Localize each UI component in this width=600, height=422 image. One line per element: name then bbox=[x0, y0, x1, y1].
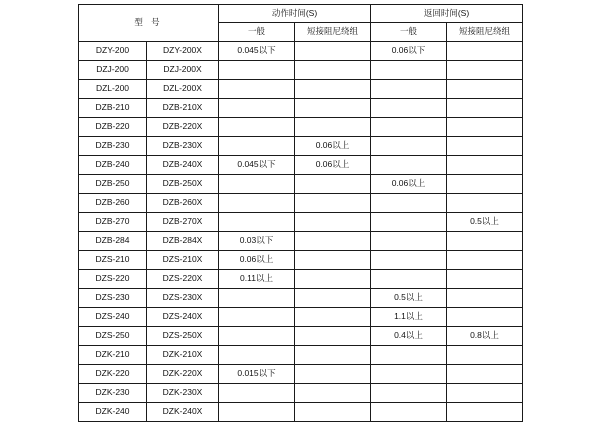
cell-model-b: DZS-220X bbox=[147, 270, 219, 289]
cell-action-normal bbox=[219, 175, 295, 194]
table-row bbox=[79, 175, 523, 194]
cell-model-a: DZS-250 bbox=[79, 327, 147, 346]
cell-return-damped bbox=[447, 156, 523, 175]
cell-return-normal bbox=[371, 403, 447, 422]
cell-action-damped bbox=[295, 289, 371, 308]
cell-return-damped bbox=[447, 384, 523, 403]
cell-model-b: DZB-210X bbox=[147, 99, 219, 118]
cell-action-damped bbox=[295, 232, 371, 251]
cell-return-normal: 0.06以下 bbox=[371, 42, 447, 61]
cell-return-damped: 0.5以上 bbox=[447, 213, 523, 232]
table-row bbox=[79, 194, 523, 213]
table-head bbox=[79, 5, 523, 42]
cell-return-damped bbox=[447, 232, 523, 251]
header-model: 型 号 bbox=[79, 5, 219, 42]
table-row bbox=[79, 156, 523, 175]
cell-action-damped bbox=[295, 61, 371, 80]
cell-return-normal bbox=[371, 384, 447, 403]
cell-action-normal bbox=[219, 80, 295, 99]
cell-action-damped bbox=[295, 118, 371, 137]
cell-action-damped bbox=[295, 175, 371, 194]
cell-action-normal bbox=[219, 289, 295, 308]
cell-action-normal bbox=[219, 118, 295, 137]
cell-model-b: DZK-210X bbox=[147, 346, 219, 365]
table-row bbox=[79, 137, 523, 156]
table-row bbox=[79, 289, 523, 308]
header-return-damped: 短接阻尼绕组 bbox=[447, 23, 523, 42]
cell-model-a: DZB-220 bbox=[79, 118, 147, 137]
cell-model-b: DZK-230X bbox=[147, 384, 219, 403]
cell-action-damped bbox=[295, 346, 371, 365]
cell-model-a: DZB-270 bbox=[79, 213, 147, 232]
table-row bbox=[79, 251, 523, 270]
cell-return-normal bbox=[371, 118, 447, 137]
cell-action-normal bbox=[219, 213, 295, 232]
cell-model-b: DZS-240X bbox=[147, 308, 219, 327]
cell-action-normal bbox=[219, 346, 295, 365]
cell-model-b: DZB-260X bbox=[147, 194, 219, 213]
table-row bbox=[79, 118, 523, 137]
cell-return-normal bbox=[371, 251, 447, 270]
cell-action-normal bbox=[219, 137, 295, 156]
table-row bbox=[79, 308, 523, 327]
cell-model-b: DZB-270X bbox=[147, 213, 219, 232]
cell-model-a: DZB-240 bbox=[79, 156, 147, 175]
cell-model-a: DZK-240 bbox=[79, 403, 147, 422]
cell-action-normal bbox=[219, 99, 295, 118]
table-row bbox=[79, 232, 523, 251]
cell-return-normal bbox=[371, 213, 447, 232]
cell-return-damped bbox=[447, 194, 523, 213]
table-row bbox=[79, 346, 523, 365]
cell-model-a: DZK-210 bbox=[79, 346, 147, 365]
cell-model-b: DZK-240X bbox=[147, 403, 219, 422]
cell-return-damped bbox=[447, 270, 523, 289]
cell-model-a: DZS-230 bbox=[79, 289, 147, 308]
cell-model-b: DZS-210X bbox=[147, 251, 219, 270]
cell-action-normal bbox=[219, 327, 295, 346]
cell-action-damped: 0.06以上 bbox=[295, 137, 371, 156]
cell-return-damped bbox=[447, 61, 523, 80]
cell-return-normal: 1.1以上 bbox=[371, 308, 447, 327]
cell-return-damped bbox=[447, 365, 523, 384]
table-row bbox=[79, 61, 523, 80]
cell-action-damped bbox=[295, 384, 371, 403]
cell-action-normal bbox=[219, 403, 295, 422]
cell-return-normal: 0.06以上 bbox=[371, 175, 447, 194]
cell-action-normal: 0.11以上 bbox=[219, 270, 295, 289]
cell-return-normal bbox=[371, 156, 447, 175]
table-row bbox=[79, 327, 523, 346]
cell-model-a: DZK-220 bbox=[79, 365, 147, 384]
cell-action-damped bbox=[295, 80, 371, 99]
cell-action-normal: 0.06以上 bbox=[219, 251, 295, 270]
cell-return-damped bbox=[447, 80, 523, 99]
cell-return-normal bbox=[371, 365, 447, 384]
table-header-row-groups bbox=[79, 5, 523, 23]
cell-model-b: DZB-230X bbox=[147, 137, 219, 156]
cell-return-normal bbox=[371, 99, 447, 118]
cell-action-damped bbox=[295, 213, 371, 232]
cell-return-normal bbox=[371, 346, 447, 365]
cell-action-normal bbox=[219, 308, 295, 327]
table-row bbox=[79, 384, 523, 403]
cell-model-b: DZK-220X bbox=[147, 365, 219, 384]
cell-action-normal bbox=[219, 61, 295, 80]
cell-return-damped bbox=[447, 289, 523, 308]
cell-action-damped bbox=[295, 42, 371, 61]
cell-action-damped bbox=[295, 194, 371, 213]
table-row bbox=[79, 80, 523, 99]
cell-return-normal bbox=[371, 80, 447, 99]
cell-model-a: DZS-210 bbox=[79, 251, 147, 270]
cell-action-normal: 0.03以下 bbox=[219, 232, 295, 251]
header-action-damped: 短接阻尼绕组 bbox=[295, 23, 371, 42]
cell-action-damped bbox=[295, 327, 371, 346]
cell-model-a: DZS-220 bbox=[79, 270, 147, 289]
header-action-time: 动作时间(S) bbox=[219, 5, 371, 23]
cell-model-b: DZL-200X bbox=[147, 80, 219, 99]
cell-return-damped bbox=[447, 403, 523, 422]
specification-table bbox=[78, 4, 523, 422]
cell-model-b: DZS-230X bbox=[147, 289, 219, 308]
cell-action-damped bbox=[295, 270, 371, 289]
cell-model-a: DZL-200 bbox=[79, 80, 147, 99]
cell-model-a: DZB-284 bbox=[79, 232, 147, 251]
cell-model-a: DZB-260 bbox=[79, 194, 147, 213]
header-return-normal: 一般 bbox=[371, 23, 447, 42]
cell-return-damped bbox=[447, 99, 523, 118]
cell-model-b: DZJ-200X bbox=[147, 61, 219, 80]
cell-model-a: DZB-230 bbox=[79, 137, 147, 156]
table-row bbox=[79, 42, 523, 61]
cell-action-normal: 0.045以下 bbox=[219, 42, 295, 61]
cell-action-damped bbox=[295, 99, 371, 118]
table-row bbox=[79, 403, 523, 422]
cell-action-damped bbox=[295, 403, 371, 422]
table-row bbox=[79, 99, 523, 118]
cell-return-normal bbox=[371, 137, 447, 156]
cell-model-a: DZJ-200 bbox=[79, 61, 147, 80]
table-row bbox=[79, 270, 523, 289]
cell-action-damped bbox=[295, 308, 371, 327]
cell-return-damped bbox=[447, 42, 523, 61]
cell-model-b: DZB-240X bbox=[147, 156, 219, 175]
cell-model-a: DZS-240 bbox=[79, 308, 147, 327]
cell-action-damped: 0.06以上 bbox=[295, 156, 371, 175]
cell-return-damped bbox=[447, 251, 523, 270]
cell-model-a: DZB-250 bbox=[79, 175, 147, 194]
cell-action-damped bbox=[295, 251, 371, 270]
cell-return-normal bbox=[371, 194, 447, 213]
cell-return-damped bbox=[447, 137, 523, 156]
table-row bbox=[79, 365, 523, 384]
cell-model-a: DZB-210 bbox=[79, 99, 147, 118]
cell-model-a: DZY-200 bbox=[79, 42, 147, 61]
table-row bbox=[79, 213, 523, 232]
cell-action-damped bbox=[295, 365, 371, 384]
cell-return-normal bbox=[371, 232, 447, 251]
cell-action-normal: 0.015以下 bbox=[219, 365, 295, 384]
header-action-normal: 一般 bbox=[219, 23, 295, 42]
table-body bbox=[79, 42, 523, 422]
header-return-time: 返回时间(S) bbox=[371, 5, 523, 23]
cell-model-b: DZS-250X bbox=[147, 327, 219, 346]
cell-return-damped bbox=[447, 346, 523, 365]
cell-model-b: DZB-220X bbox=[147, 118, 219, 137]
cell-return-damped bbox=[447, 175, 523, 194]
cell-return-damped bbox=[447, 308, 523, 327]
cell-action-normal bbox=[219, 194, 295, 213]
cell-return-normal bbox=[371, 61, 447, 80]
cell-return-damped bbox=[447, 118, 523, 137]
cell-return-normal: 0.5以上 bbox=[371, 289, 447, 308]
cell-return-normal: 0.4以上 bbox=[371, 327, 447, 346]
cell-action-normal: 0.045以下 bbox=[219, 156, 295, 175]
cell-return-damped: 0.8以上 bbox=[447, 327, 523, 346]
cell-return-normal bbox=[371, 270, 447, 289]
cell-model-b: DZB-250X bbox=[147, 175, 219, 194]
cell-action-normal bbox=[219, 384, 295, 403]
cell-model-a: DZK-230 bbox=[79, 384, 147, 403]
cell-model-b: DZB-284X bbox=[147, 232, 219, 251]
cell-model-b: DZY-200X bbox=[147, 42, 219, 61]
